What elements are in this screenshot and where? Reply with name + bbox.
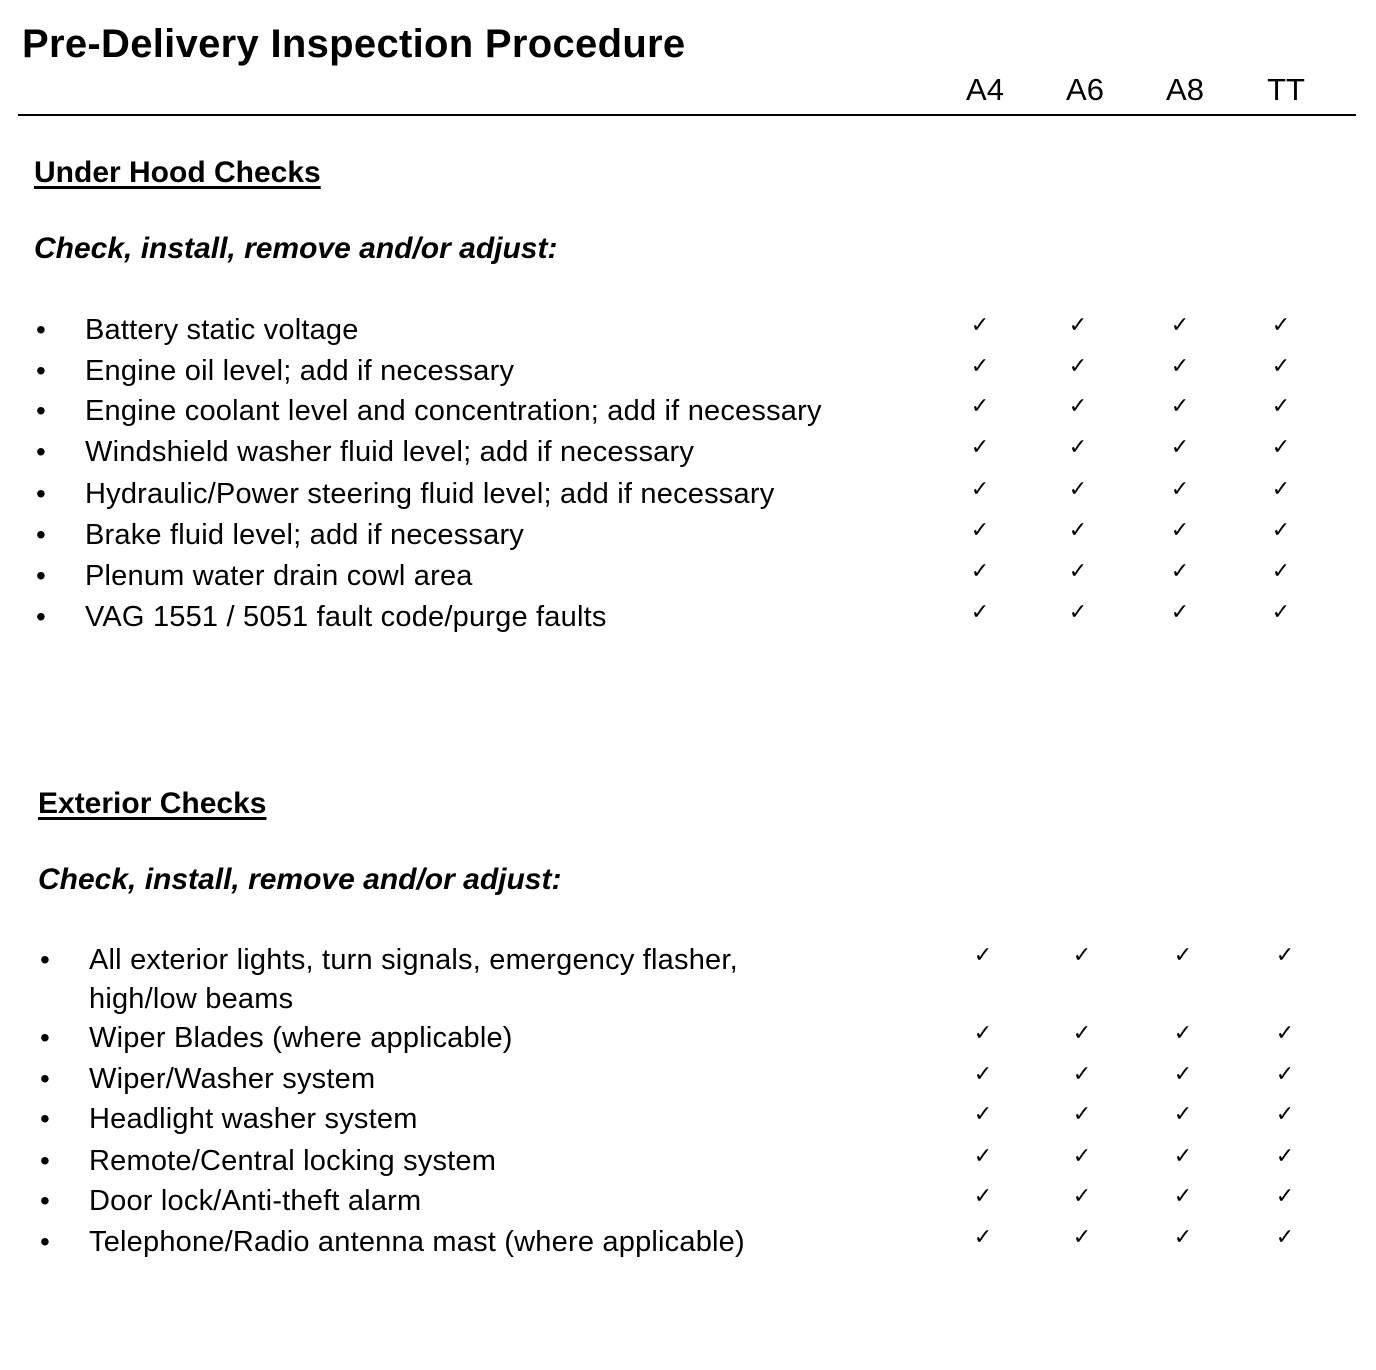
check-mark-icon-tt: ✓: [1275, 1102, 1295, 1127]
check-mark-icon-tt: ✓: [1271, 394, 1291, 419]
bullet-icon: •: [40, 1185, 50, 1216]
check-mark-icon-tt: ✓: [1271, 477, 1291, 502]
checklist-item-label: [85, 351, 514, 391]
section-instruction-under-hood: Check, install, remove and/or adjust:: [34, 232, 558, 265]
column-header-a4: A4: [966, 72, 1004, 107]
checklist-item-label-text: VAG 1551 / 5051 fault code/purge faults: [85, 601, 607, 633]
check-mark-icon-a8: ✓: [1173, 1102, 1193, 1127]
check-mark-icon-a6: ✓: [1068, 600, 1088, 625]
check-mark-icon-tt: ✓: [1275, 1062, 1295, 1087]
check-mark-icon-a4: ✓: [973, 1144, 993, 1169]
checklist-item-label: [85, 515, 524, 555]
check-mark-icon-a8: ✓: [1173, 1021, 1193, 1046]
checklist-item-label-text: Hydraulic/Power steering fluid level; add if necessary: [85, 478, 775, 510]
page-title: Pre-Delivery Inspection Procedure: [22, 22, 686, 66]
bullet-icon: •: [36, 436, 46, 467]
check-mark-icon-tt: ✓: [1275, 1184, 1295, 1209]
check-mark-icon-a4: ✓: [973, 1102, 993, 1127]
check-mark-icon-a4: ✓: [970, 313, 990, 338]
checklist-item-label: [89, 1018, 513, 1058]
checklist-item-label: [89, 1222, 745, 1262]
checklist-item-label-continuation: high/low beams: [89, 983, 294, 1015]
checklist-item-label-text: Engine coolant level and concentration; add if necessary: [85, 395, 822, 427]
check-mark-icon-tt: ✓: [1275, 1225, 1295, 1250]
check-mark-icon-a4: ✓: [973, 1021, 993, 1046]
checklist-item: [0, 1099, 1376, 1139]
checklist-item-label-text: Battery static voltage: [85, 314, 359, 346]
bullet-icon: •: [36, 519, 46, 550]
checklist-item: [0, 1018, 1376, 1058]
check-mark-icon-a6: ✓: [1068, 559, 1088, 584]
check-mark-icon-tt: ✓: [1271, 313, 1291, 338]
check-mark-icon-a4: ✓: [970, 394, 990, 419]
bullet-icon: •: [40, 1145, 50, 1176]
check-mark-icon-a4: ✓: [970, 600, 990, 625]
check-mark-icon-a6: ✓: [1068, 518, 1088, 543]
bullet-icon: •: [40, 1022, 50, 1053]
bullet-icon: •: [36, 314, 46, 345]
check-mark-icon-a4: ✓: [973, 943, 993, 968]
checklist-item: [0, 310, 1376, 350]
check-mark-icon-a8: ✓: [1170, 518, 1190, 543]
check-mark-icon-a6: ✓: [1072, 943, 1092, 968]
checklist-item: [0, 1141, 1376, 1181]
checklist-item-label-text: Wiper Blades (where applicable): [89, 1022, 513, 1054]
check-mark-icon-tt: ✓: [1275, 943, 1295, 968]
check-mark-icon-a4: ✓: [970, 559, 990, 584]
checklist-item: [0, 1222, 1376, 1262]
check-mark-icon-a4: ✓: [970, 477, 990, 502]
bullet-icon: •: [36, 560, 46, 591]
check-mark-icon-tt: ✓: [1271, 354, 1291, 379]
checklist-item-label: [85, 310, 359, 350]
check-mark-icon-a6: ✓: [1072, 1144, 1092, 1169]
check-mark-icon-a8: ✓: [1170, 477, 1190, 502]
checklist-item-label-text: Brake fluid level; add if necessary: [85, 519, 524, 551]
section-heading-exterior: Exterior Checks: [38, 787, 267, 820]
bullet-icon: •: [40, 944, 50, 975]
checklist-item: [0, 597, 1376, 637]
section-instruction-exterior: Check, install, remove and/or adjust:: [38, 863, 562, 896]
bullet-icon: •: [40, 1226, 50, 1257]
checklist-item: [0, 474, 1376, 514]
checklist-item-label-text: Remote/Central locking system: [89, 1145, 497, 1177]
checklist-item-label: [85, 556, 473, 596]
checklist-item-label: [89, 1099, 418, 1139]
check-mark-icon-a8: ✓: [1170, 313, 1190, 338]
checklist-item-label-text: Engine oil level; add if necessary: [85, 355, 515, 387]
checklist-item-label-text: Windshield washer fluid level; add if necessary: [85, 436, 695, 468]
checklist-item-label: [89, 1141, 496, 1181]
checklist-item-label: [89, 1181, 421, 1221]
bullet-icon: •: [40, 1063, 50, 1094]
check-mark-icon-tt: ✓: [1271, 518, 1291, 543]
check-mark-icon-a6: ✓: [1068, 435, 1088, 460]
check-mark-icon-a6: ✓: [1068, 477, 1088, 502]
check-mark-icon-tt: ✓: [1275, 1021, 1295, 1046]
check-mark-icon-a4: ✓: [973, 1225, 993, 1250]
header-divider: [18, 114, 1356, 116]
check-mark-icon-a8: ✓: [1173, 1144, 1193, 1169]
checklist-item: [0, 351, 1376, 391]
checklist-item-label-text: Wiper/Washer system: [89, 1063, 376, 1095]
column-header-tt: TT: [1267, 72, 1305, 107]
check-mark-icon-a6: ✓: [1068, 394, 1088, 419]
checklist-item: [0, 940, 1376, 1015]
section-heading-under-hood: Under Hood Checks: [34, 156, 321, 189]
check-mark-icon-a6: ✓: [1072, 1021, 1092, 1046]
checklist-item-label-text: Plenum water drain cowl area: [85, 560, 473, 592]
checklist-item: [0, 515, 1376, 555]
checklist-item-label-text: All exterior lights, turn signals, emergency flasher,: [89, 944, 738, 976]
check-mark-icon-a8: ✓: [1173, 1184, 1193, 1209]
check-mark-icon-a4: ✓: [973, 1062, 993, 1087]
check-mark-icon-tt: ✓: [1271, 600, 1291, 625]
check-mark-icon-a4: ✓: [970, 354, 990, 379]
checklist-item: [0, 391, 1376, 431]
checklist-item-label: [85, 597, 607, 637]
checklist-item-label-text: Headlight washer system: [89, 1103, 418, 1135]
check-mark-icon-tt: ✓: [1275, 1144, 1295, 1169]
checklist-item-label-text: Telephone/Radio antenna mast (where applicable): [89, 1226, 745, 1258]
checklist-item: [0, 1059, 1376, 1099]
check-mark-icon-a4: ✓: [970, 518, 990, 543]
checklist-item-label: [85, 391, 822, 431]
column-header-a6: A6: [1066, 72, 1104, 107]
check-mark-icon-a6: ✓: [1072, 1184, 1092, 1209]
check-mark-icon-a4: ✓: [970, 435, 990, 460]
bullet-icon: •: [36, 478, 46, 509]
check-mark-icon-a6: ✓: [1072, 1102, 1092, 1127]
checklist-item-label: [89, 940, 738, 1018]
checklist-item-label-text: Door lock/Anti-theft alarm: [89, 1185, 422, 1217]
check-mark-icon-a6: ✓: [1068, 354, 1088, 379]
check-mark-icon-a8: ✓: [1173, 943, 1193, 968]
bullet-icon: •: [36, 395, 46, 426]
check-mark-icon-a6: ✓: [1072, 1062, 1092, 1087]
checklist-item: [0, 1181, 1376, 1221]
checklist-item: [0, 556, 1376, 596]
check-mark-icon-tt: ✓: [1271, 559, 1291, 584]
bullet-icon: •: [40, 1103, 50, 1134]
check-mark-icon-a8: ✓: [1170, 559, 1190, 584]
bullet-icon: •: [36, 601, 46, 632]
checklist-item-label: [85, 432, 694, 472]
check-mark-icon-a4: ✓: [973, 1184, 993, 1209]
column-header-a8: A8: [1166, 72, 1204, 107]
check-mark-icon-a8: ✓: [1170, 600, 1190, 625]
bullet-icon: •: [36, 355, 46, 386]
checklist-item-label: [89, 1059, 375, 1099]
check-mark-icon-a6: ✓: [1072, 1225, 1092, 1250]
check-mark-icon-a8: ✓: [1170, 394, 1190, 419]
check-mark-icon-a8: ✓: [1173, 1225, 1193, 1250]
check-mark-icon-a8: ✓: [1173, 1062, 1193, 1087]
check-mark-icon-tt: ✓: [1271, 435, 1291, 460]
check-mark-icon-a6: ✓: [1068, 313, 1088, 338]
checklist-item: [0, 432, 1376, 472]
checklist-item-label: [85, 474, 774, 514]
check-mark-icon-a8: ✓: [1170, 435, 1190, 460]
check-mark-icon-a8: ✓: [1170, 354, 1190, 379]
